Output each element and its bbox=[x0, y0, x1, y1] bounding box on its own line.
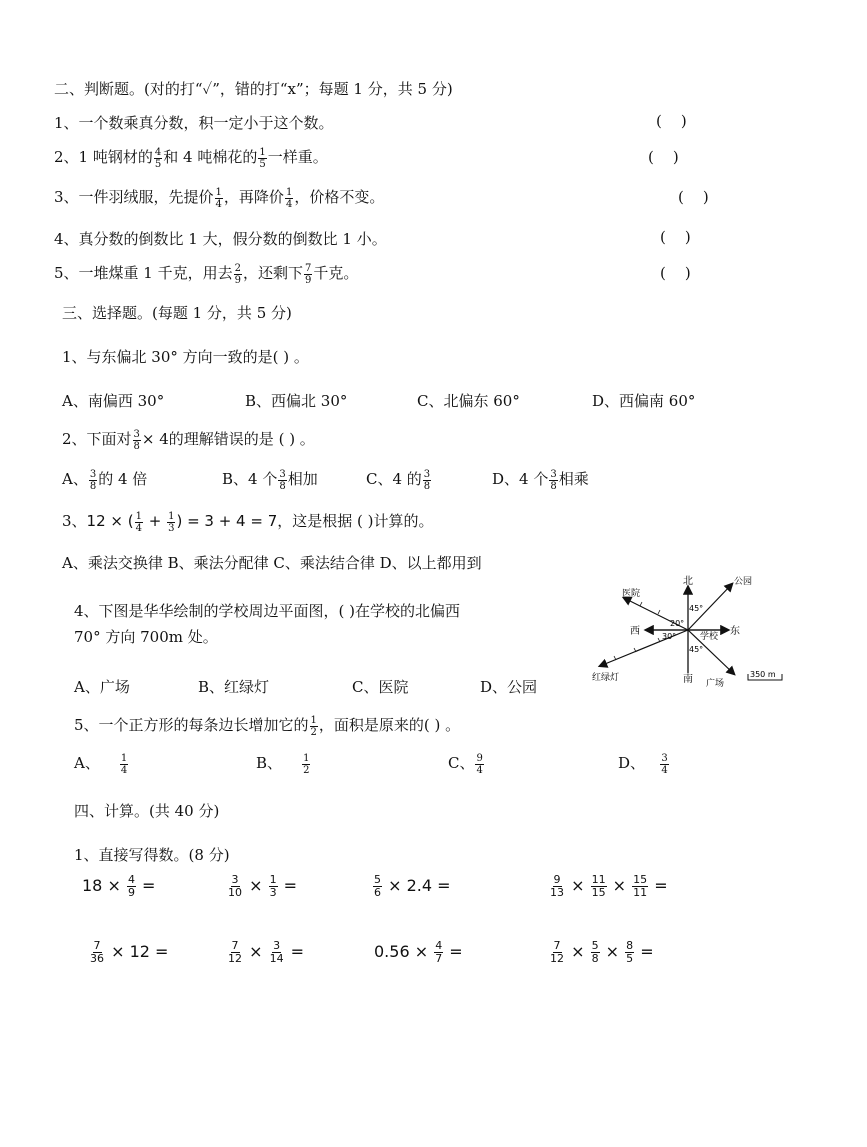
q2-option-c[interactable]: C、4 的 $\frac{3}{8}$ bbox=[366, 468, 431, 492]
q2-option-b[interactable]: B、4 个 $\frac{3}{8}$ 相加 bbox=[222, 468, 318, 492]
answer-paren[interactable]: ( ) bbox=[660, 228, 691, 246]
calc-r1-c3: $\frac{5}{6}$ × 2.4 = bbox=[374, 873, 451, 899]
q1-option-b[interactable]: B、西偏北 30° bbox=[245, 392, 348, 410]
map-hospital: 医院 bbox=[622, 589, 641, 599]
school-map-diagram bbox=[588, 570, 788, 694]
answer-paren[interactable]: ( ) bbox=[656, 112, 687, 130]
q4-option-d[interactable]: D、公园 bbox=[480, 678, 538, 696]
angle-hospital: 20° bbox=[670, 619, 685, 628]
map-west: 西 bbox=[630, 626, 640, 637]
q5-option-a[interactable]: A、 $\frac{1}{4}$ bbox=[74, 752, 128, 776]
answer-paren[interactable]: ( ) bbox=[678, 188, 709, 206]
calc-r1-c1: 18 × $\frac{4}{9}$ = bbox=[82, 873, 156, 899]
map-south: 南 bbox=[683, 674, 693, 685]
section3-title: 三、选择题。(每题 1 分，共 5 分) bbox=[62, 304, 292, 322]
q3-options[interactable]: A、乘法交换律 B、乘法分配律 C、乘法结合律 D、以上都用到 bbox=[62, 554, 482, 572]
section3-q2: 2、下面对 $\frac{3}{8}$ × 4的理解错误的是 ( ) 。 bbox=[62, 428, 315, 452]
angle-park: 45° bbox=[689, 604, 704, 613]
calc-r2-c2: $\frac{7}{12}$ × $\frac{3}{14}$ = bbox=[228, 939, 305, 965]
q1-option-c[interactable]: C、北偏东 60° bbox=[417, 392, 520, 410]
map-east: 东 bbox=[730, 626, 740, 637]
q5-option-c[interactable]: C、 $\frac{9}{4}$ bbox=[448, 752, 483, 776]
calc-r2-c3: 0.56 × $\frac{4}{7}$ = bbox=[374, 939, 463, 965]
q2-option-d[interactable]: D、4 个 $\frac{3}{8}$ 相乘 bbox=[492, 468, 589, 492]
angle-light: 30° bbox=[662, 632, 677, 641]
section3-q5: 5、一个正方形的每条边长增加它的 $\frac{1}{2}$ ，面积是原来的( ) 。 bbox=[74, 714, 461, 738]
section3-q4-line2: 70° 方向 700m 处。 bbox=[74, 628, 218, 646]
angle-plaza: 45° bbox=[689, 645, 704, 654]
section2-q1: 1、一个数乘真分数，积一定小于这个数。 bbox=[54, 114, 334, 132]
q5-option-d[interactable]: D、 $\frac{3}{4}$ bbox=[618, 752, 668, 776]
section3-q4-line1: 4、下图是华华绘制的学校周边平面图，( )在学校的北偏西 bbox=[74, 602, 461, 620]
calc-r1-c4: $\frac{9}{13}$ × $\frac{11}{15}$ × $\frac{15}{11}$ = bbox=[550, 873, 668, 899]
map-school: 学校 bbox=[700, 632, 719, 642]
calc-r1-c2: $\frac{3}{10}$ × $\frac{1}{3}$ = bbox=[228, 873, 298, 899]
map-plaza: 广场 bbox=[706, 679, 725, 689]
section2-q2: 2、1 吨钢材的 $\frac{4}{5}$ 和 4 吨棉花的 $\frac{1}{5}$ 一样重。 bbox=[54, 146, 328, 170]
q4-option-c[interactable]: C、医院 bbox=[352, 678, 409, 696]
section3-q1: 1、与东偏北 30° 方向一致的是( ) 。 bbox=[62, 348, 309, 366]
map-traffic-light: 红绿灯 bbox=[592, 673, 620, 683]
section2-q5: 5、一堆煤重 1 千克，用去 $\frac{2}{9}$ ，还剩下 $\frac{7}{9}$ 千克。 bbox=[54, 262, 359, 286]
calc-r2-c1: $\frac{7}{36}$ × 12 = bbox=[90, 939, 169, 965]
scale-label: 350 m bbox=[750, 670, 776, 679]
q2-option-a[interactable]: A、 $\frac{3}{8}$ 的 4 倍 bbox=[62, 468, 148, 492]
section4-sub1: 1、直接写得数。(8 分) bbox=[74, 846, 230, 864]
section2-q4: 4、真分数的倒数比 1 大，假分数的倒数比 1 小。 bbox=[54, 230, 387, 248]
map-north: 北 bbox=[683, 576, 693, 587]
q1-option-d[interactable]: D、西偏南 60° bbox=[592, 392, 696, 410]
section3-q3: 3、12 × ( $\frac{1}{4}$ + $\frac{1}{3}$ ) = 3 + 4 = 7，这是根据 ( )计算的。 bbox=[62, 510, 434, 534]
calc-r2-c4: $\frac{7}{12}$ × $\frac{5}{8}$ × $\frac{8}{5}$ = bbox=[550, 939, 654, 965]
section4-title: 四、计算。(共 40 分) bbox=[74, 802, 220, 820]
q4-option-a[interactable]: A、广场 bbox=[74, 678, 130, 696]
answer-paren[interactable]: ( ) bbox=[648, 148, 679, 166]
section2-title: 二、判断题。(对的打“✓”，错的打“x”；每题 1 分，共 5 分) bbox=[54, 80, 453, 98]
q5-option-b[interactable]: B、 $\frac{1}{2}$ bbox=[256, 752, 310, 776]
answer-paren[interactable]: ( ) bbox=[660, 264, 691, 282]
q4-option-b[interactable]: B、红绿灯 bbox=[198, 678, 270, 696]
section2-q3: 3、一件羽绒服，先提价 $\frac{1}{4}$ ，再降价 $\frac{1}{4}$ ，价格不变。 bbox=[54, 186, 385, 210]
map-park: 公园 bbox=[734, 577, 753, 587]
q1-option-a[interactable]: A、南偏西 30° bbox=[62, 392, 165, 410]
